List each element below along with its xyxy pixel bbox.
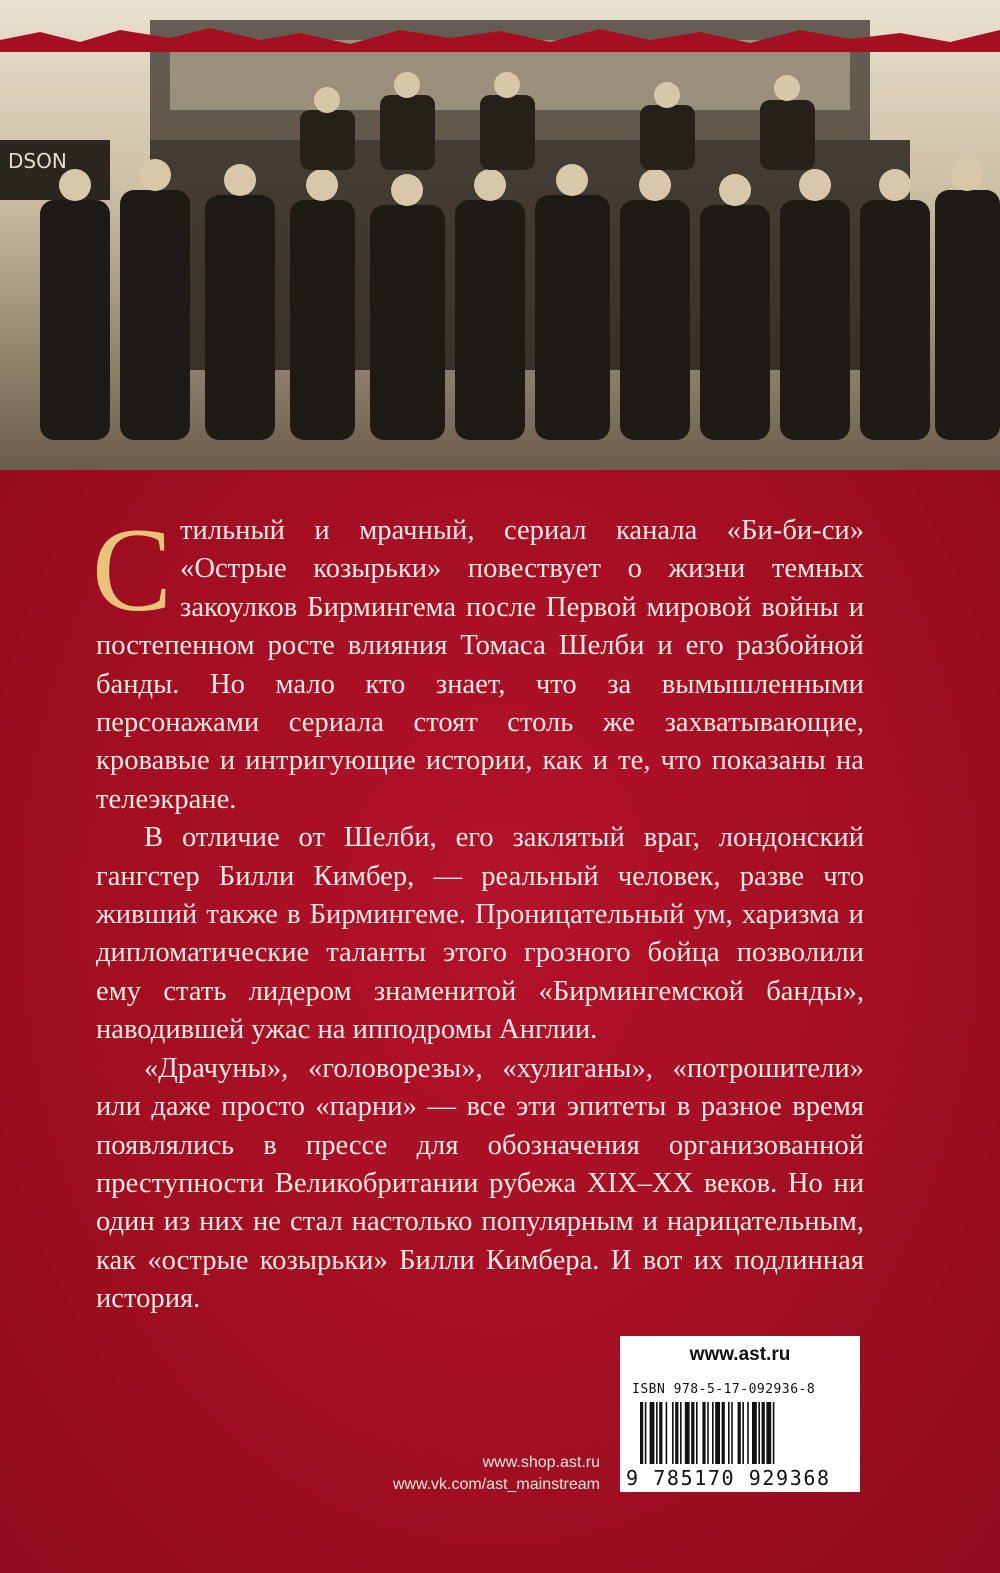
barcode-bar bbox=[675, 1402, 678, 1464]
barcode-bar bbox=[773, 1402, 775, 1464]
isbn-label: ISBN 978-5-17-092936-8 bbox=[632, 1382, 816, 1397]
barcode-bar bbox=[762, 1402, 765, 1464]
vintage-group-photo-icon bbox=[0, 0, 1000, 470]
barcode-bar bbox=[640, 1402, 643, 1464]
barcode-bar bbox=[752, 1402, 757, 1464]
barcode-bar bbox=[758, 1402, 760, 1464]
barcode-bar bbox=[680, 1402, 682, 1464]
barcode-bar bbox=[738, 1402, 741, 1464]
barcode-box bbox=[620, 1336, 860, 1492]
paragraph-1 bbox=[92, 503, 864, 819]
shop-link[interactable]: www.shop.ast.ru bbox=[482, 1454, 600, 1471]
barcode-bar bbox=[691, 1402, 694, 1464]
barcode-bar bbox=[715, 1402, 720, 1464]
paragraph-2: В отличие от Шелби, его заклятый враг, лондонский гангстер Билли Кимбер, — реальный человек, разве что живший также в Бирмингеме. Проницательный ум, харизма и дипломатические таланты этого грозного бойца позволили ему стать лидером знаменитой «Бирмингемской банды», наводившей ужас на ипподромы Англии. bbox=[96, 822, 864, 1046]
barcode-bar bbox=[728, 1402, 730, 1464]
torn-edge bbox=[0, 0, 1000, 52]
barcode-bar bbox=[731, 1402, 733, 1464]
barcode-bar bbox=[659, 1402, 662, 1464]
shop-sign-text: DSON bbox=[8, 149, 67, 173]
barcode-bar bbox=[685, 1402, 690, 1464]
cover-photo bbox=[0, 0, 1000, 470]
vk-link[interactable]: www.vk.com/ast_mainstream bbox=[392, 1476, 600, 1493]
barcode-digits: 9 785170 929368 bbox=[626, 1466, 831, 1490]
barcode-bar bbox=[712, 1402, 714, 1464]
barcode-icon bbox=[640, 1402, 840, 1464]
barcode-bar bbox=[766, 1402, 771, 1464]
drop-cap: С bbox=[92, 503, 173, 636]
publisher-links bbox=[300, 1452, 600, 1496]
barcode-bar bbox=[666, 1402, 668, 1464]
barcode-bar bbox=[645, 1402, 647, 1464]
barcode-bar bbox=[707, 1402, 709, 1464]
annotation-text bbox=[92, 503, 864, 1319]
paragraph-1-text: тильный и мрачный, сериал канала «Би-би-си» «Острые козырьки» повествует о жизни темных закоулков Бирмингема после Первой мировой войны и постепенном росте влияния Томаса Шелби и его разбойной банды. Но мало кто знает, что за вымышленными персонажами сериала стоят столь же захватывающие, кровавые и интригующие истории, как и те, что показаны на телеэкране. bbox=[96, 515, 864, 815]
barcode-bar bbox=[672, 1402, 674, 1464]
barcode-bar bbox=[722, 1402, 725, 1464]
barcode-bar bbox=[702, 1402, 705, 1464]
paragraph-3: «Драчуны», «головорезы», «хулиганы», «потрошители» или даже просто «парни» — все эти эпитеты в разное время появлялись в прессе для обозначения организованной преступности Великобритании рубежа XIX–XX веков. Но ни один из них не стал настолько популярным и нарицательным, как «острые козырьки» Билли Кимбера. И вот их подлинная история. bbox=[96, 1052, 864, 1315]
barcode-bar bbox=[742, 1402, 744, 1464]
barcode-bar bbox=[656, 1402, 658, 1464]
barcode-bar bbox=[650, 1402, 655, 1464]
barcode-bar bbox=[696, 1402, 698, 1464]
barcode-bar bbox=[747, 1402, 749, 1464]
publisher-site[interactable]: www.ast.ru bbox=[689, 1344, 791, 1365]
